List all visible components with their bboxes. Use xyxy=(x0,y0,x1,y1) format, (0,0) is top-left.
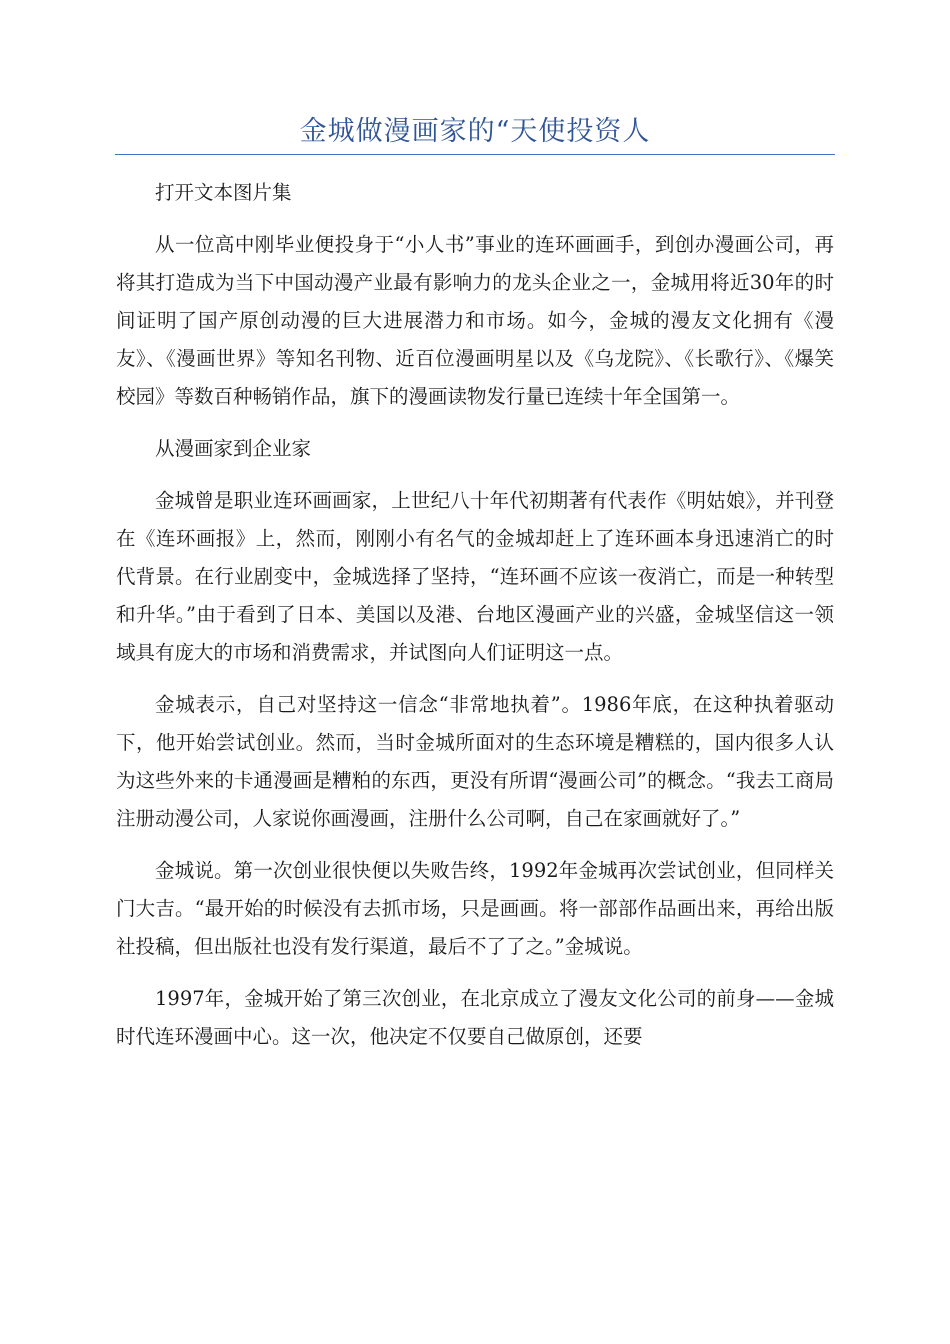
document-title: 金城做漫画家的“天使投资人 xyxy=(299,116,651,147)
section-heading: 从漫画家到企业家 xyxy=(155,437,312,460)
paragraph-image-collection: 打开文本图片集 xyxy=(155,181,292,204)
paragraph-early-career: 金城曾是职业连环画画家，上世纪八十年代初期著有代表作《明姑娘》，并刊登在《连环画报》上，然而，刚刚小有名气的金城却赶上了连环画本身迅速消亡的时代背景。在行业剧变中，金城选择了坚持，“连环画不应该一夜消亡，而是一种转型和升华。”由于看到了日本、美国以及港、台地区漫画产业的兴盛，金城坚信这一领域具有庞大的市场和消费需求，并试图向人们证明这一点。 xyxy=(116,489,834,664)
paragraph-third-startup: 1997年，金城开始了第三次创业，在北京成立了漫友文化公司的前身——金城时代连环漫画中心。这一次，他决定不仅要自己做原创，还要 xyxy=(116,987,834,1048)
paragraph-second-startup: 金城说。第一次创业很快便以失败告终，1992年金城再次尝试创业，但同样关门大吉。“最开始的时候没有去抓市场，只是画画。将一部部作品画出来，再给出版社投稿，但出版社也没有发行渠道，最后不了了之。”金城说。 xyxy=(116,859,834,958)
document-body xyxy=(116,174,834,1070)
title-underline xyxy=(115,154,835,155)
paragraph-first-startup: 金城表示，自己对坚持这一信念“非常地执着”。1986年底，在这种执着驱动下，他开始尝试创业。然而，当时金城所面对的生态环境是糟糕的，国内很多人认为这些外来的卡通漫画是糟粕的东西，更没有所谓“漫画公司”的概念。“我去工商局注册动漫公司，人家说你画漫画，注册什么公司啊，自己在家画就好了。” xyxy=(116,693,834,830)
paragraph-intro: 从一位高中刚毕业便投身于“小人书”事业的连环画画手，到创办漫画公司，再将其打造成为当下中国动漫产业最有影响力的龙头企业之一，金城用将近30年的时间证明了国产原创动漫的巨大进展潜力和市场。如今，金城的漫友文化拥有《漫友》、《漫画世界》等知名刊物、近百位漫画明星以及《乌龙院》、《长歌行》、《爆笑校园》等数百种畅销作品，旗下的漫画读物发行量已连续十年全国第一。 xyxy=(116,233,834,408)
